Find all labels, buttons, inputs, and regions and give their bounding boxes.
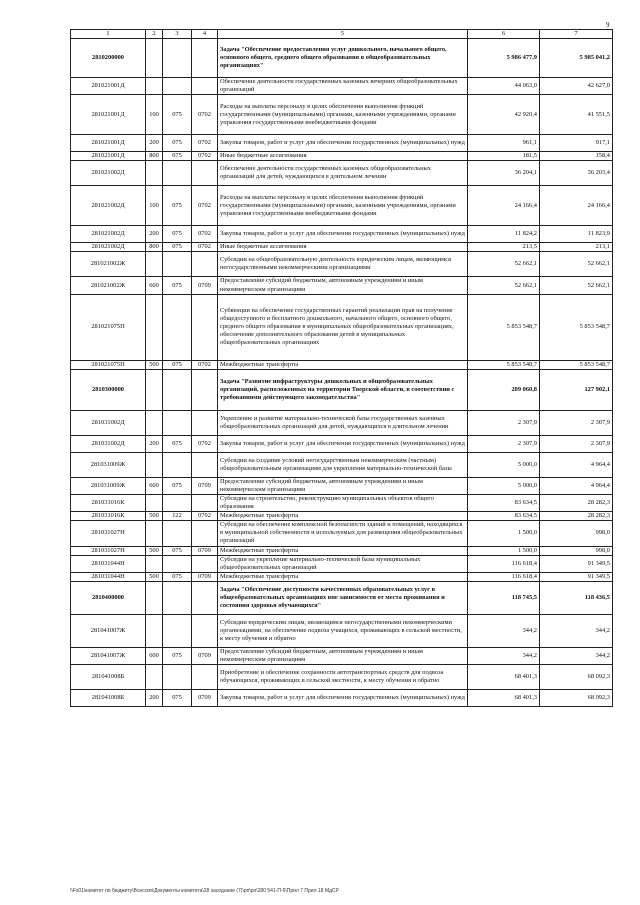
- value-col7-cell: 5 853 548,7: [540, 360, 613, 369]
- cell-c4: 0702: [192, 360, 218, 369]
- table-row: [71, 477, 613, 494]
- cell-c4: [192, 161, 218, 186]
- value-col6-cell: 5 000,0: [468, 452, 540, 477]
- cell-c4: [192, 369, 218, 410]
- value-col6-cell: 68 401,3: [468, 665, 540, 690]
- cell-c4: 0709: [192, 690, 218, 707]
- value-col7-cell: 5 985 041,2: [540, 39, 613, 78]
- table-row: [71, 452, 613, 477]
- budget-table: [70, 29, 613, 707]
- cell-c2: 100: [146, 186, 163, 226]
- cell-c4: [192, 452, 218, 477]
- value-col7-cell: 24 166,4: [540, 186, 613, 226]
- value-col6-cell: 116 618,4: [468, 572, 540, 581]
- cell-c2: 800: [146, 152, 163, 161]
- code-cell: 281041008Б: [71, 665, 146, 690]
- cell-c3: [163, 665, 192, 690]
- name-cell: Обеспечение деятельности государственных казенных общеобразовательных организаций для детей, нуждающихся в длительном лечении: [218, 161, 468, 186]
- value-col6-cell: 344,2: [468, 647, 540, 664]
- cell-c2: [146, 369, 163, 410]
- cell-c2: [146, 494, 163, 511]
- cell-c4: [192, 665, 218, 690]
- value-col7-cell: 344,2: [540, 647, 613, 664]
- value-col7-cell: 52 662,1: [540, 277, 613, 294]
- value-col7-cell: 41 551,5: [540, 95, 613, 135]
- cell-c4: 0702: [192, 95, 218, 135]
- cell-c3: 075: [163, 152, 192, 161]
- value-col6-cell: 52 662,1: [468, 277, 540, 294]
- cell-c2: 600: [146, 277, 163, 294]
- table-row: [71, 360, 613, 369]
- cell-c2: [146, 665, 163, 690]
- name-cell: Субсидии на обеспечение комплексной безопасности зданий и помещений, находящихся в муниципальной собственности и используемых для размещения общеобразовательных организаций: [218, 521, 468, 546]
- cell-c2: 200: [146, 435, 163, 452]
- table-row: [71, 665, 613, 690]
- name-cell: Межбюджетные трансферты: [218, 360, 468, 369]
- cell-c4: 0709: [192, 477, 218, 494]
- value-col7-cell: 4 964,4: [540, 452, 613, 477]
- value-col6-cell: 118 745,5: [468, 581, 540, 614]
- table-row: [71, 435, 613, 452]
- value-col6-cell: 2 307,9: [468, 410, 540, 435]
- name-cell: Расходы на выплаты персоналу в целях обеспечения выполнения функций государственными (муниципальными) органами, казенными учреждениями, органами управления государственными внебюджетными фондами: [218, 95, 468, 135]
- value-col6-cell: 181,5: [468, 152, 540, 161]
- value-col7-cell: 91 349,5: [540, 572, 613, 581]
- header-cell: 6: [468, 30, 540, 39]
- value-col6-cell: 11 824,2: [468, 226, 540, 243]
- value-col6-cell: 116 618,4: [468, 555, 540, 572]
- cell-c3: 075: [163, 572, 192, 581]
- table-body: [71, 39, 613, 707]
- value-col6-cell: 44 063,0: [468, 78, 540, 95]
- value-col6-cell: 5 986 477,9: [468, 39, 540, 78]
- value-col6-cell: 52 662,1: [468, 252, 540, 277]
- cell-c2: 100: [146, 95, 163, 135]
- value-col7-cell: 158,4: [540, 152, 613, 161]
- cell-c3: [163, 294, 192, 360]
- table-row: [71, 572, 613, 581]
- value-col7-cell: 28 282,3: [540, 494, 613, 511]
- value-col6-cell: 68 401,3: [468, 690, 540, 707]
- cell-c3: 075: [163, 477, 192, 494]
- value-col7-cell: 68 092,3: [540, 690, 613, 707]
- code-cell: 281021002Ж: [71, 252, 146, 277]
- cell-c4: [192, 78, 218, 95]
- code-cell: 281021075П: [71, 294, 146, 360]
- value-col7-cell: 28 282,3: [540, 512, 613, 521]
- value-col6-cell: 213,5: [468, 243, 540, 252]
- code-cell: 281021002Д: [71, 243, 146, 252]
- cell-c2: [146, 521, 163, 546]
- value-col6-cell: 209 060,8: [468, 369, 540, 410]
- value-col6-cell: 5 853 548,7: [468, 360, 540, 369]
- cell-c4: 0709: [192, 572, 218, 581]
- cell-c3: 075: [163, 186, 192, 226]
- cell-c3: [163, 252, 192, 277]
- code-cell: 281031027Н: [71, 521, 146, 546]
- header-cell: 2: [146, 30, 163, 39]
- cell-c3: [163, 581, 192, 614]
- cell-c4: [192, 410, 218, 435]
- cell-c2: 500: [146, 360, 163, 369]
- cell-c4: [192, 614, 218, 647]
- code-cell: 281041007Ж: [71, 647, 146, 664]
- name-cell: Закупка товаров, работ и услуг для обеспечения государственных (муниципальных) нужд: [218, 690, 468, 707]
- cell-c4: 0702: [192, 152, 218, 161]
- name-cell: Межбюджетные трансферты: [218, 512, 468, 521]
- code-cell: 281021001Д: [71, 135, 146, 152]
- cell-c4: [192, 555, 218, 572]
- cell-c4: [192, 39, 218, 78]
- code-cell: 281021002Ж: [71, 277, 146, 294]
- value-col6-cell: 961,1: [468, 135, 540, 152]
- cell-c3: [163, 78, 192, 95]
- table-row: [71, 186, 613, 226]
- value-col6-cell: 344,2: [468, 614, 540, 647]
- table-row: [71, 555, 613, 572]
- table-row: [71, 152, 613, 161]
- table-row: [71, 294, 613, 360]
- header-cell: 3: [163, 30, 192, 39]
- value-col6-cell: 5 853 548,7: [468, 294, 540, 360]
- table-row: [71, 226, 613, 243]
- value-col7-cell: 91 349,5: [540, 555, 613, 572]
- page-number: 9: [606, 21, 610, 29]
- cell-c3: [163, 39, 192, 78]
- code-cell: 281031016К: [71, 494, 146, 511]
- table-row: [71, 243, 613, 252]
- table-row: [71, 512, 613, 521]
- code-cell: 281031027Н: [71, 546, 146, 555]
- cell-c2: [146, 78, 163, 95]
- cell-c3: [163, 410, 192, 435]
- name-cell: Задача "Обеспечение предоставления услуг дошкольного, начального общего, основного общего, среднего общего образования в общеобразовательных организациях": [218, 39, 468, 78]
- cell-c3: [163, 161, 192, 186]
- code-cell: 281021075П: [71, 360, 146, 369]
- value-col6-cell: 2 307,9: [468, 435, 540, 452]
- code-cell: 281031002Д: [71, 410, 146, 435]
- value-col7-cell: 36 203,4: [540, 161, 613, 186]
- code-cell: 281031009Ж: [71, 477, 146, 494]
- cell-c3: 075: [163, 226, 192, 243]
- cell-c3: 075: [163, 647, 192, 664]
- cell-c3: 075: [163, 135, 192, 152]
- cell-c2: 500: [146, 512, 163, 521]
- cell-c4: [192, 494, 218, 511]
- code-cell: 281021001Д: [71, 152, 146, 161]
- cell-c2: [146, 614, 163, 647]
- table-row: [71, 277, 613, 294]
- cell-c4: [192, 521, 218, 546]
- cell-c2: 200: [146, 226, 163, 243]
- name-cell: Субвенции на обеспечение государственных гарантий реализации прав на получение общедоступного и бесплатного дошкольного, начального общего, основного общего, среднего общего образования в муниципальных общеобразовательных организациях, обеспечение дополнительного образования детей в муниципальных общеобразовательных организациях: [218, 294, 468, 360]
- value-col6-cell: 83 634,5: [468, 494, 540, 511]
- name-cell: Межбюджетные трансферты: [218, 572, 468, 581]
- value-col6-cell: 36 204,1: [468, 161, 540, 186]
- value-col7-cell: 998,0: [540, 521, 613, 546]
- code-cell: 281021001Д: [71, 95, 146, 135]
- cell-c3: 075: [163, 277, 192, 294]
- value-col6-cell: 1 500,0: [468, 521, 540, 546]
- code-cell: 281041007Ж: [71, 614, 146, 647]
- cell-c2: [146, 294, 163, 360]
- value-col7-cell: 68 092,3: [540, 665, 613, 690]
- table-header-row: [71, 30, 613, 39]
- value-col6-cell: 1 500,0: [468, 546, 540, 555]
- cell-c3: [163, 521, 192, 546]
- table-row: [71, 252, 613, 277]
- name-cell: Закупка товаров, работ и услуг для обеспечения государственных (муниципальных) нужд: [218, 226, 468, 243]
- code-cell: 281021002Д: [71, 226, 146, 243]
- table-row: [71, 39, 613, 78]
- value-col6-cell: 42 920,4: [468, 95, 540, 135]
- cell-c2: [146, 555, 163, 572]
- cell-c3: 075: [163, 546, 192, 555]
- value-col7-cell: 213,1: [540, 243, 613, 252]
- cell-c4: 0702: [192, 135, 218, 152]
- table-row: [71, 161, 613, 186]
- name-cell: Укрепление и развитие материально-технической базы государственных казенных общеобразовательных организаций для детей, нуждающихся в длительном лечении: [218, 410, 468, 435]
- cell-c4: [192, 252, 218, 277]
- value-col7-cell: 5 853 548,7: [540, 294, 613, 360]
- value-col7-cell: 917,1: [540, 135, 613, 152]
- name-cell: Приобретение и обеспечение сохранности автотранспортных средств для подвоза обучающихся, проживающих в сельской местности, к месту обучения и обратно: [218, 665, 468, 690]
- cell-c2: 200: [146, 135, 163, 152]
- value-col7-cell: 127 902,1: [540, 369, 613, 410]
- cell-c4: 0702: [192, 512, 218, 521]
- cell-c2: 500: [146, 546, 163, 555]
- name-cell: Обеспечение деятельности государственных казенных вечерних общеобразовательных организаций: [218, 78, 468, 95]
- cell-c3: 075: [163, 243, 192, 252]
- code-cell: 2810400000: [71, 581, 146, 614]
- code-cell: 2810200000: [71, 39, 146, 78]
- cell-c4: 0702: [192, 226, 218, 243]
- name-cell: Закупка товаров, работ и услуг для обеспечения государственных (муниципальных) нужд: [218, 135, 468, 152]
- cell-c4: 0702: [192, 435, 218, 452]
- name-cell: Задача "Развитие инфраструктуры дошкольных и общеобразовательных организаций, расположенных на территории Тверской области, в соответствии с требованиями действующего законодательства": [218, 369, 468, 410]
- name-cell: Субсидии на укрепление материально-технической базы муниципальных общеобразовательных организаций: [218, 555, 468, 572]
- cell-c4: [192, 294, 218, 360]
- value-col6-cell: 24 166,4: [468, 186, 540, 226]
- cell-c4: 0709: [192, 647, 218, 664]
- value-col7-cell: 2 307,9: [540, 435, 613, 452]
- cell-c2: [146, 452, 163, 477]
- cell-c3: 075: [163, 360, 192, 369]
- value-col7-cell: 344,2: [540, 614, 613, 647]
- header-cell: 5: [218, 30, 468, 39]
- cell-c2: 600: [146, 477, 163, 494]
- table-row: [71, 546, 613, 555]
- name-cell: Предоставление субсидий бюджетным, автономным учреждениям и иным некоммерческим организациям: [218, 647, 468, 664]
- value-col7-cell: 4 964,4: [540, 477, 613, 494]
- cell-c2: [146, 581, 163, 614]
- table-row: [71, 494, 613, 511]
- file-path-footer: \\Fs01\комитет по бюджету\Всессия\Документы комитета\28 заседание (7)\рп\рп\280 541-П-6\Прил 7 Прил 18 МдСР: [70, 888, 339, 894]
- table-row: [71, 521, 613, 546]
- value-col7-cell: 42 627,0: [540, 78, 613, 95]
- cell-c2: [146, 252, 163, 277]
- cell-c2: [146, 161, 163, 186]
- value-col6-cell: 83 634,5: [468, 512, 540, 521]
- cell-c2: 800: [146, 243, 163, 252]
- value-col7-cell: 52 662,1: [540, 252, 613, 277]
- header-cell: 7: [540, 30, 613, 39]
- cell-c2: 600: [146, 647, 163, 664]
- code-cell: 281021002Д: [71, 186, 146, 226]
- cell-c3: [163, 494, 192, 511]
- table-row: [71, 581, 613, 614]
- value-col6-cell: 5 000,0: [468, 477, 540, 494]
- table-row: [71, 95, 613, 135]
- cell-c3: 122: [163, 512, 192, 521]
- code-cell: 281041008Б: [71, 690, 146, 707]
- code-cell: 281031002Д: [71, 435, 146, 452]
- value-col7-cell: 11 823,9: [540, 226, 613, 243]
- table-row: [71, 410, 613, 435]
- cell-c3: 075: [163, 435, 192, 452]
- cell-c3: [163, 452, 192, 477]
- cell-c3: [163, 369, 192, 410]
- table-row: [71, 614, 613, 647]
- code-cell: 281021002Д: [71, 161, 146, 186]
- header-cell: 4: [192, 30, 218, 39]
- value-col7-cell: 998,0: [540, 546, 613, 555]
- code-cell: 281031044Н: [71, 555, 146, 572]
- value-col7-cell: 118 436,5: [540, 581, 613, 614]
- code-cell: 281021001Д: [71, 78, 146, 95]
- cell-c4: 0709: [192, 546, 218, 555]
- table-row: [71, 690, 613, 707]
- name-cell: Субсидии на общеобразовательную деятельность юридическим лицам, являющимся негосударственными некоммерческими организациями: [218, 252, 468, 277]
- name-cell: Субсидии юридическим лицам, являющимся негосударственными некоммерческими организациями, на обеспечение подвоза учащихся, проживающих в сельской местности, к месту обучения и обратно: [218, 614, 468, 647]
- cell-c2: [146, 410, 163, 435]
- cell-c2: 500: [146, 572, 163, 581]
- table-row: [71, 135, 613, 152]
- table-row: [71, 78, 613, 95]
- value-col7-cell: 2 307,9: [540, 410, 613, 435]
- header-cell: 1: [71, 30, 146, 39]
- table-row: [71, 647, 613, 664]
- code-cell: 281031009Ж: [71, 452, 146, 477]
- cell-c3: [163, 555, 192, 572]
- cell-c4: [192, 581, 218, 614]
- table-row: [71, 369, 613, 410]
- cell-c4: 0702: [192, 243, 218, 252]
- name-cell: Предоставление субсидий бюджетным, автономным учреждениям и иным некоммерческим организациям: [218, 477, 468, 494]
- cell-c4: 0709: [192, 277, 218, 294]
- cell-c3: 075: [163, 690, 192, 707]
- cell-c2: 200: [146, 690, 163, 707]
- name-cell: Предоставление субсидий бюджетным, автономным учреждениям и иным некоммерческим организациям: [218, 277, 468, 294]
- cell-c3: [163, 614, 192, 647]
- name-cell: Расходы на выплаты персоналу в целях обеспечения выполнения функций государственными (муниципальными) органами, казенными учреждениями, органами управления государственными внебюджетными фондами: [218, 186, 468, 226]
- cell-c4: 0702: [192, 186, 218, 226]
- name-cell: Субсидии на строительство, реконструкцию муниципальных объектов общего образования: [218, 494, 468, 511]
- name-cell: Иные бюджетные ассигнования: [218, 243, 468, 252]
- name-cell: Межбюджетные трансферты: [218, 546, 468, 555]
- cell-c3: 075: [163, 95, 192, 135]
- name-cell: Субсидии на создание условий негосударственным некоммерческим (частным) общеобразовательным организациям для укрепления материально-технической базы: [218, 452, 468, 477]
- name-cell: Иные бюджетные ассигнования: [218, 152, 468, 161]
- code-cell: 281031044Н: [71, 572, 146, 581]
- code-cell: 281031016К: [71, 512, 146, 521]
- name-cell: Закупка товаров, работ и услуг для обеспечения государственных (муниципальных) нужд: [218, 435, 468, 452]
- code-cell: 2810300000: [71, 369, 146, 410]
- cell-c2: [146, 39, 163, 78]
- name-cell: Задача "Обеспечение доступности качественных образовательных услуг в общеобразовательных организациях вне зависимости от места проживания и состояния здоровья обучающихся": [218, 581, 468, 614]
